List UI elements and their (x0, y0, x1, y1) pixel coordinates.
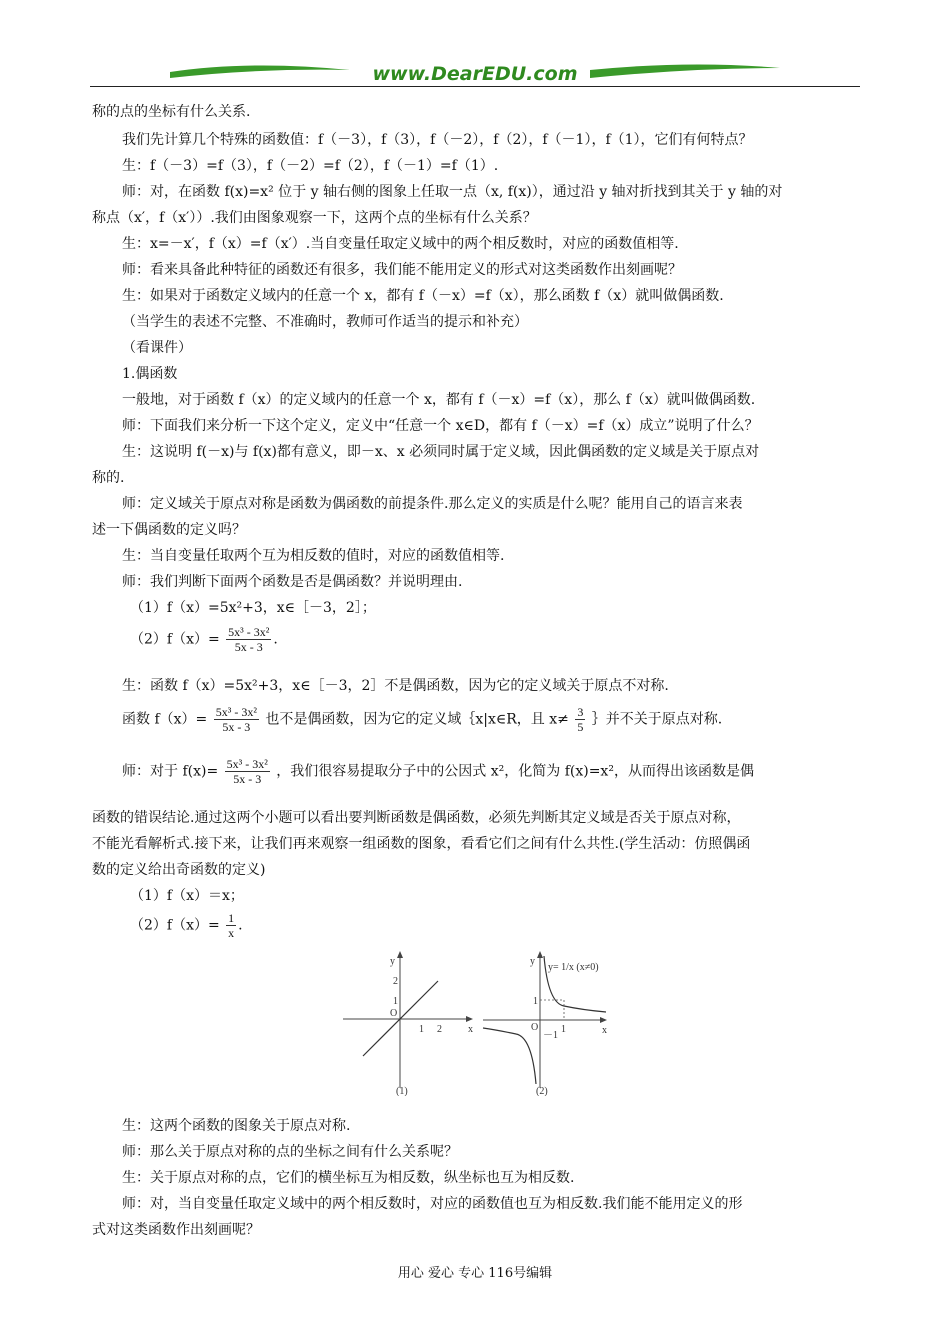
text-segment: ｝并不关于原点对称. (591, 711, 723, 728)
fraction (226, 625, 271, 654)
text-line: 生：这两个函数的图象关于原点对称. (122, 1118, 351, 1134)
origin-label: O (390, 1008, 398, 1019)
fraction (575, 705, 585, 734)
text-line: 师：那么关于原点对称的点的坐标之间有什么关系呢？ (122, 1144, 458, 1160)
text-segment: 也不是偶函数，因为它的定义域｛x|x∈R，且 x≠ (265, 711, 569, 728)
exercise-1: （1）f（x）=5x²+3，x∈［－3，2］； (130, 600, 376, 616)
fraction (214, 705, 259, 734)
text-segment: 函数 f（x）= (122, 711, 208, 728)
x-axis-arrow (600, 1017, 607, 1023)
x-tick-1: 1 (419, 1024, 424, 1035)
text-line: 生：当自变量任取两个互为相反数的值时，对应的函数值相等. (122, 548, 505, 564)
text-line: （当学生的表述不完整、不准确时，教师可作适当的提示和补充） (122, 314, 528, 330)
definition-line: 一般地，对于函数 f（x）的定义域内的任意一个 x，都有 f（－x）=f（x），那么 f（x）就叫做偶函数. (122, 392, 756, 408)
page-footer: 用心 爱心 专心 116号编辑 (397, 1266, 553, 1281)
text-line: 师：看来具备此种特征的函数还有很多，我们能不能用定义的形式对这类函数作出刻画呢？ (122, 262, 682, 278)
text-line: 数的定义给出奇函数的定义) (92, 862, 266, 878)
exercise-2-prefix: （2）f（x）= (130, 631, 220, 648)
y-tick-neg-1: －1 (543, 1030, 558, 1041)
text-line: 师：定义域关于原点对称是函数为偶函数的前提条件.那么定义的实质是什么呢？能用自己的语言来表 (122, 496, 743, 512)
y-axis-label: y (530, 956, 535, 967)
header-rule (90, 86, 860, 87)
fraction-denominator: 5 (577, 720, 584, 734)
text-line: 生：x=－x′，f（x）=f（x′）.当自变量任取定义域中的两个相反数时，对应的函数值相等. (122, 236, 679, 252)
fraction (226, 911, 236, 940)
fraction-numerator: 1 (228, 911, 235, 925)
fraction-denominator: 5x - 3 (222, 720, 251, 734)
section-heading: 1.偶函数 (122, 366, 178, 382)
fraction-numerator: 5x³ - 3x² (228, 625, 270, 639)
text-line: 我们先计算几个特殊的函数值：f（－3），f（3），f（－2），f（2），f（－1），f（1），它们有何特点？ (122, 132, 753, 148)
x-axis-label: x (468, 1024, 473, 1035)
text-line: 师：对，在函数 f(x)=x² 位于 y 轴右侧的图象上任取一点（x, f(x)），通过沿 y 轴对折找到其关于 y 轴的对 (122, 184, 783, 200)
x-axis-arrow (466, 1016, 473, 1022)
text-line: 师：我们判断下面两个函数是否是偶函数？并说明理由. (122, 574, 463, 590)
text-line (122, 757, 754, 786)
y-axis-arrow (537, 951, 543, 958)
text-line: 生：关于原点对称的点，它们的横坐标互为相反数，纵坐标也互为相反数. (122, 1170, 575, 1186)
y-tick-1: 1 (393, 996, 398, 1007)
fraction-numerator: 5x³ - 3x² (226, 757, 268, 771)
curve-label: y= 1/x (x≠0) (548, 962, 599, 973)
text-line: 述一下偶函数的定义吗？ (92, 522, 246, 538)
text-line: 函数的错误结论.通过这两个小题可以看出要判断函数是偶函数，必须先判断其定义域是否关于原点对称， (92, 810, 741, 826)
x-axis-label: x (602, 1025, 607, 1036)
y-axis-label: y (390, 956, 395, 967)
x-tick-1: 1 (561, 1024, 566, 1035)
fraction-numerator: 3 (577, 705, 584, 719)
exercise-odd-2-prefix: （2）f（x）= (130, 917, 220, 934)
text-line: 不能光看解析式.接下来，让我们再来观察一组函数的图象，看看它们之间有什么共性.(学生活动：仿照偶函 (92, 836, 751, 852)
exercise-2: （2）f（x）= $\frac{\text{5x³ - 3x²}}{5x - 3}$ . (130, 625, 278, 654)
graph-caption: (1) (396, 1086, 408, 1096)
text-line: （看课件） (122, 340, 192, 356)
exercise-odd-2: （2）f（x）= $\frac{1}{x}$ . (130, 911, 243, 940)
text-line (122, 705, 722, 734)
text-segment: 师：对于 f(x)= (122, 763, 219, 780)
x-tick-2: 2 (437, 1024, 442, 1035)
y-tick-1: 1 (533, 996, 538, 1007)
y-axis-arrow (397, 951, 403, 958)
text-line: 称点（x′，f（x′））.我们由图象观察一下，这两个点的坐标有什么关系？ (92, 210, 537, 226)
graph-caption: (2) (536, 1086, 548, 1096)
text-line: 生：这说明 f(－x)与 f(x)都有意义，即－x、x 必须同时属于定义域，因此偶函数的定义域是关于原点对 (122, 444, 760, 460)
y-tick-2: 2 (393, 976, 398, 987)
text-line: 师：对，当自变量任取定义域中的两个相反数时，对应的函数值也互为相反数.我们能不能用定义的形 (122, 1196, 743, 1212)
text-line: 师：下面我们来分析一下这个定义，定义中“任意一个 x∈D，都有 f（－x）=f（x）成立”说明了什么？ (122, 418, 759, 434)
text-line: 称的点的坐标有什么关系. (92, 104, 251, 120)
fraction-numerator: 5x³ - 3x² (215, 705, 257, 719)
fraction-denominator: x (228, 926, 235, 940)
hyperbola-branch-left (483, 1028, 536, 1084)
fraction-denominator: 5x - 3 (234, 640, 263, 654)
origin-label: O (531, 1022, 539, 1033)
graph-linear (338, 948, 478, 1096)
fraction (225, 757, 270, 786)
text-line: 称的. (92, 470, 125, 486)
text-line: 式对这类函数作出刻画呢？ (92, 1222, 260, 1238)
text-line: 生：如果对于函数定义域内的任意一个 x，都有 f（－x）=f（x），那么函数 f（x）就叫做偶函数. (122, 288, 724, 304)
fraction-denominator: 5x - 3 (233, 772, 262, 786)
graph-reciprocal (478, 948, 613, 1096)
site-logo-text: www.DearEDU.com (372, 63, 578, 85)
text-segment: ，我们很容易提取分子中的公因式 x²，化简为 f(x)=x²，从而得出该函数是偶 (276, 763, 754, 780)
text-line: 生：函数 f（x）=5x²+3，x∈［－3，2］不是偶函数，因为它的定义域关于原点不对称. (122, 678, 669, 694)
exercise-odd-1: （1）f（x）＝x； (130, 888, 244, 904)
text-line: 生：f（－3）=f（3），f（－2）=f（2），f（－1）=f（1）. (122, 158, 499, 174)
